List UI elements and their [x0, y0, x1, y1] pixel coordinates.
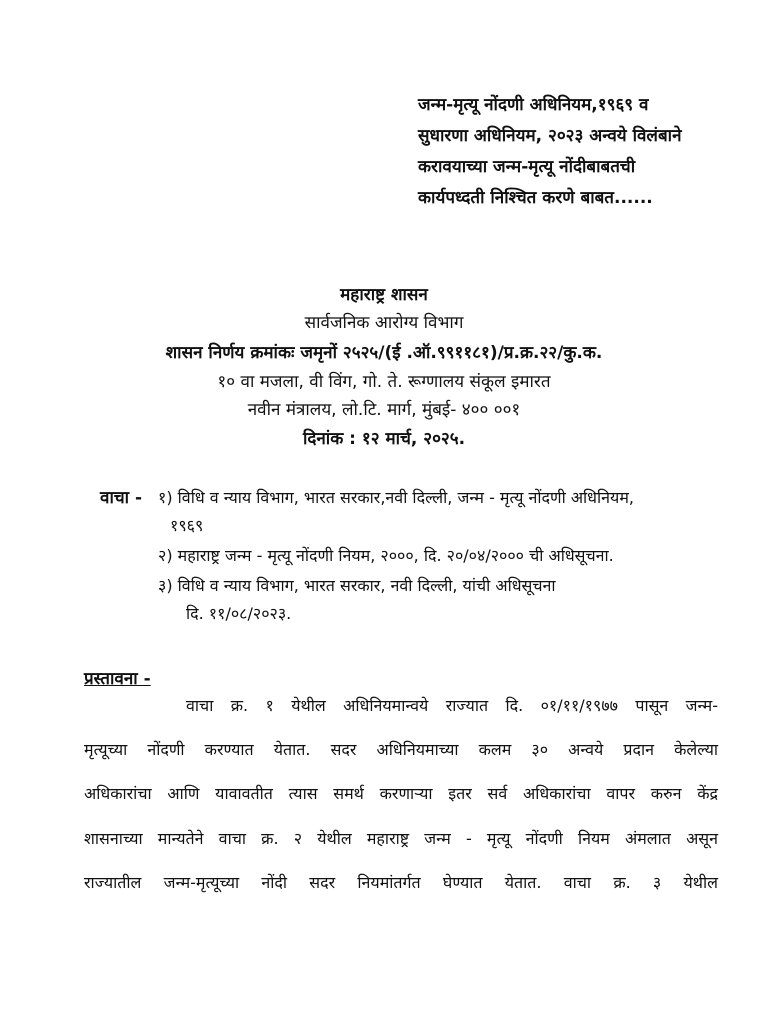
preamble-heading: प्रस्तावना - [84, 669, 151, 689]
subject-line: करावयाच्या जन्म-मृत्यू नोंदीबाबतची [418, 157, 636, 177]
subject-line: जन्म-मृत्यू नोंदणी अधिनियम,१९६९ व [418, 95, 649, 115]
address-line-2: नवीन मंत्रालय, लो.टि. मार्ग, मुंबई- ४०० ००१ [247, 400, 521, 420]
read-item-continuation: १९६९ [170, 516, 204, 535]
subject-line: कार्यपध्दती निश्चित करणे बाबत...... [418, 188, 653, 208]
read-item: ३) विधि व न्याय विभाग, भारत सरकार, नवी दिल्ली, यांची अधिसूचना [158, 576, 556, 595]
read-item: १) विधि व न्याय विभाग, भारत सरकार,नवी दिल्ली, जन्म - मृत्यू नोंदणी अधिनियम, [158, 488, 634, 507]
department-name: सार्वजनिक आरोग्य विभाग [304, 313, 464, 333]
address-line-1: १० वा मजला, वी विंग, गो. ते. रूग्णालय संकूल इमारत [217, 372, 551, 392]
gr-number: शासन निर्णय क्रमांकः जमृनों २५२५/(ई .ऑ.९९११८१)/प्र.क्र.२२/कु.क. [165, 343, 603, 363]
preamble-line: मृत्यूच्या नोंदणी करण्यात येतात. सदर अधिनियमाच्या कलम ३० अन्वये प्रदान केलेल्या [84, 740, 718, 759]
document-date: दिनांक : १२ मार्च, २०२५. [302, 429, 466, 449]
preamble-line: वाचा क्र. १ येथील अधिनियमान्वये राज्यात दि. ०१/११/१९७७ पासून जन्म- [186, 696, 718, 715]
government-title: महाराष्ट्र शासन [340, 285, 428, 305]
read-item-continuation: दि. ११/०८/२०२३. [186, 604, 292, 623]
preamble-line: अधिकारांचा आणि यावावतीत त्यास समर्थ करणाऱ्या इतर सर्व अधिकारांचा वापर करुन केंद्र [84, 784, 718, 803]
preamble-line: राज्यातील जन्म-मृत्यूच्या नोंदी सदर नियमांतर्गत घेण्यात येतात. वाचा क्र. ३ येथील [84, 873, 718, 892]
read-label: वाचा - [100, 488, 143, 508]
subject-line: सुधारणा अधिनियम, २०२३ अन्वये विलंबाने [418, 126, 682, 146]
subject-block [418, 90, 748, 214]
read-item: २) महाराष्ट्र जन्म - मृत्यू नोंदणी नियम, २०००, दि. २०/०४/२००० ची अधिसूचना. [158, 546, 614, 565]
preamble-line: शासनाच्या मान्यतेने वाचा क्र. २ येथील महाराष्ट्र जन्म - मृत्यू नोंदणी नियम अंमलात असून [84, 829, 718, 848]
